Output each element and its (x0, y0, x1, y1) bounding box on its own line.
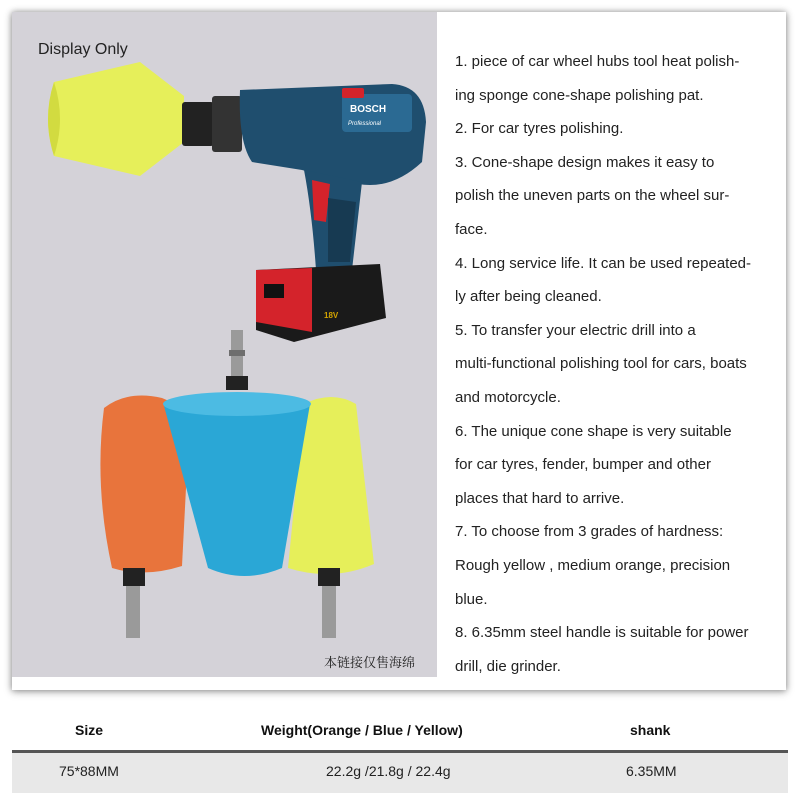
feature-line: polish the uneven parts on the wheel sur- (455, 187, 730, 205)
feature-line: places that hard to arrive. (455, 489, 625, 507)
spec-table-header (12, 710, 788, 750)
feature-line: face. (455, 220, 488, 238)
cell-size: 75*88MM (59, 763, 119, 779)
drill-series-text: Professional (348, 121, 382, 127)
cell-shank: 6.35MM (626, 763, 677, 779)
drill-chuck (182, 102, 214, 146)
orange-cone-shank (126, 586, 140, 638)
display-only-label: Display Only (38, 41, 128, 58)
spec-table-row (12, 750, 788, 793)
header-shank: shank (630, 722, 671, 738)
feature-line: blue. (455, 590, 488, 608)
cell-weight: 22.2g /21.8g / 22.4g (326, 763, 451, 779)
drill-brand-text: BOSCH (350, 104, 387, 115)
yellow-cone-shank (322, 586, 336, 638)
feature-line: 6. The unique cone shape is very suitable (455, 422, 732, 440)
feature-line: and motorcycle. (455, 388, 561, 406)
feature-list (455, 45, 785, 683)
feature-line: Rough yellow , medium orange, precision (455, 556, 731, 574)
feature-line: multi-functional polishing tool for cars, boats (455, 355, 747, 373)
blue-cone-sponge (164, 394, 310, 576)
feature-line: 2. For car tyres polishing. (455, 120, 624, 138)
feature-line: ing sponge cone-shape polishing pat. (455, 86, 704, 104)
header-size: Size (75, 722, 104, 738)
feature-line: 5. To transfer your electric drill into a (455, 321, 696, 339)
battery-label-text: 18V (324, 311, 339, 320)
spec-table (12, 710, 788, 793)
product-illustration (12, 12, 437, 677)
yellow-cone-sponge (48, 62, 184, 176)
header-weight: Weight(Orange / Blue / Yellow) (261, 722, 463, 738)
product-photo (12, 12, 437, 677)
feature-line: 4. Long service life. It can be used repeated- (455, 254, 752, 272)
sponge-only-caption: 本链接仅售海绵 (324, 655, 416, 670)
feature-line: ly after being cleaned. (455, 288, 602, 306)
feature-line: 3. Cone-shape design makes it easy to (455, 153, 715, 171)
feature-line: for car tyres, fender, bumper and other (455, 456, 711, 474)
feature-line: 8. 6.35mm steel handle is suitable for power (455, 624, 749, 642)
feature-line: 7. To choose from 3 grades of hardness: (455, 523, 724, 541)
feature-line: 1. piece of car wheel hubs tool heat polish- (455, 53, 740, 70)
feature-line: drill, die grinder. (455, 657, 561, 675)
